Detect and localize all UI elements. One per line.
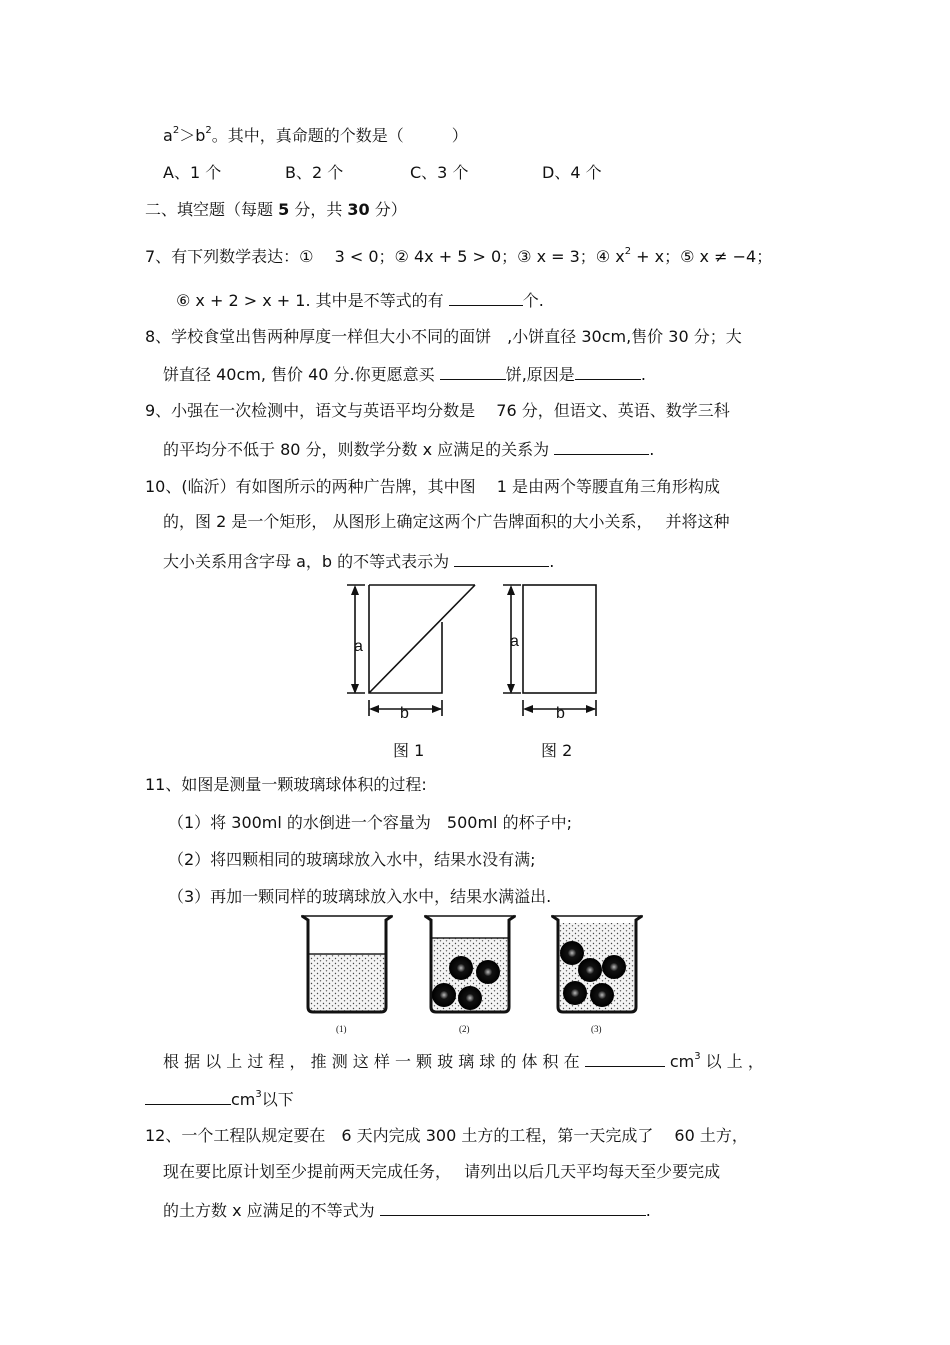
q8-answer-blank-2[interactable] xyxy=(575,363,641,380)
q9-line-2: 的平均分不低于 80 分，则数学分数 x 应满足的关系为 . xyxy=(163,440,655,459)
q9-answer-blank[interactable] xyxy=(554,438,649,455)
q12-line-1: 12、一个工程队规定要在 6 天内完成 300 土方的工程，第一天完成了 60 土方， xyxy=(145,1126,748,1145)
q10-line-1: 10、(临沂）有如图所示的两种广告牌，其中图 1 是由两个等腰直角三角形构成 xyxy=(145,477,720,496)
q11-answer-line-1: 根 据 以 上 过 程 ， 推 测 这 样 一 颗 玻 璃 球 的 体 积 在 $cm^3$ 以 上 ， xyxy=(163,1051,764,1071)
beaker-1 xyxy=(301,916,393,1012)
q6-option-b: B、2 个 xyxy=(285,163,344,182)
beakers-figure xyxy=(298,912,650,1037)
q11-line-1: 11、如图是测量一颗玻璃球体积的过程: xyxy=(145,775,427,794)
q11-step-1: （1）将 300ml 的水倒进一个容量为 500ml 的杯子中; xyxy=(168,813,572,832)
section-heading: 二、填空题（每题 5 分，共 30 分） xyxy=(145,200,407,219)
q11-answer-blank-1[interactable] xyxy=(585,1050,665,1067)
q12-line-3: 的土方数 x 应满足的不等式为 . xyxy=(163,1201,651,1220)
figure-2-rect xyxy=(523,585,596,693)
q6-tail: $a^2>b^2$。其中，真命题的个数是（ ） xyxy=(163,125,468,145)
beaker-3-label: (3) xyxy=(591,1024,602,1034)
beaker-3 xyxy=(551,916,643,1012)
q11-answer-line-2: $cm^3$以下 xyxy=(145,1088,294,1110)
beaker-2-label: (2) xyxy=(459,1024,470,1034)
q7-answer-blank[interactable] xyxy=(449,289,523,306)
q6-option-c: C、3 个 xyxy=(410,163,469,182)
beaker-2 xyxy=(424,916,516,1012)
figure-2-b-label: b xyxy=(556,705,565,722)
q10-answer-blank[interactable] xyxy=(454,550,549,567)
q12-line-2: 现在要比原计划至少提前两天完成任务， 请列出以后几天平均每天至少要完成 xyxy=(163,1162,721,1181)
beaker-1-label: (1) xyxy=(336,1024,347,1034)
q10-line-2: 的，图 2 是一个矩形， 从图形上确定这两个广告牌面积的大小关系， 并将这种 xyxy=(163,512,730,531)
q10-line-3: 大小关系用含字母 a，b 的不等式表示为 . xyxy=(163,552,555,571)
figure-1-b-label: b xyxy=(400,705,409,722)
figure-2-a-label: a xyxy=(510,633,519,650)
q8-line-1: 8、学校食堂出售两种厚度一样但大小不同的面饼 ,小饼直径 30cm,售价 30 分；大 xyxy=(145,327,742,346)
figure-1-billboard xyxy=(345,582,485,722)
q8-line-2: 饼直径 40cm, 售价 40 分.你更愿意买 饼,原因是 . xyxy=(163,365,646,384)
q11-step-2: （2）将四颗相同的玻璃球放入水中，结果水没有满; xyxy=(168,850,536,869)
q11-answer-blank-2[interactable] xyxy=(145,1088,231,1105)
figure-2-caption: 图 2 xyxy=(541,741,573,760)
figure-1-caption: 图 1 xyxy=(393,741,425,760)
q7-line-2: ⑥ x + 2 > x + 1. 其中是不等式的有 个. xyxy=(176,291,544,310)
q11-step-3: （3）再加一颗同样的玻璃球放入水中，结果水满溢出. xyxy=(168,887,552,906)
figure-1-a-label: a xyxy=(354,638,363,655)
figure-2-billboard xyxy=(500,582,610,722)
q12-answer-blank[interactable] xyxy=(380,1199,646,1216)
figure-1-outline xyxy=(369,585,442,693)
q7-line-1: 7、有下列数学表达：① 3 < 0；② 4x + 5 > 0；③ x = 3；④ $x^2 + x$；⑤ x ≠ −4； xyxy=(145,246,773,266)
q9-line-1: 9、小强在一次检测中，语文与英语平均分数是 76 分，但语文、英语、数学三科 xyxy=(145,401,730,420)
q8-answer-blank-1[interactable] xyxy=(440,363,506,380)
q6-option-d: D、4 个 xyxy=(542,163,602,182)
q6-option-a: A、1 个 xyxy=(163,163,222,182)
